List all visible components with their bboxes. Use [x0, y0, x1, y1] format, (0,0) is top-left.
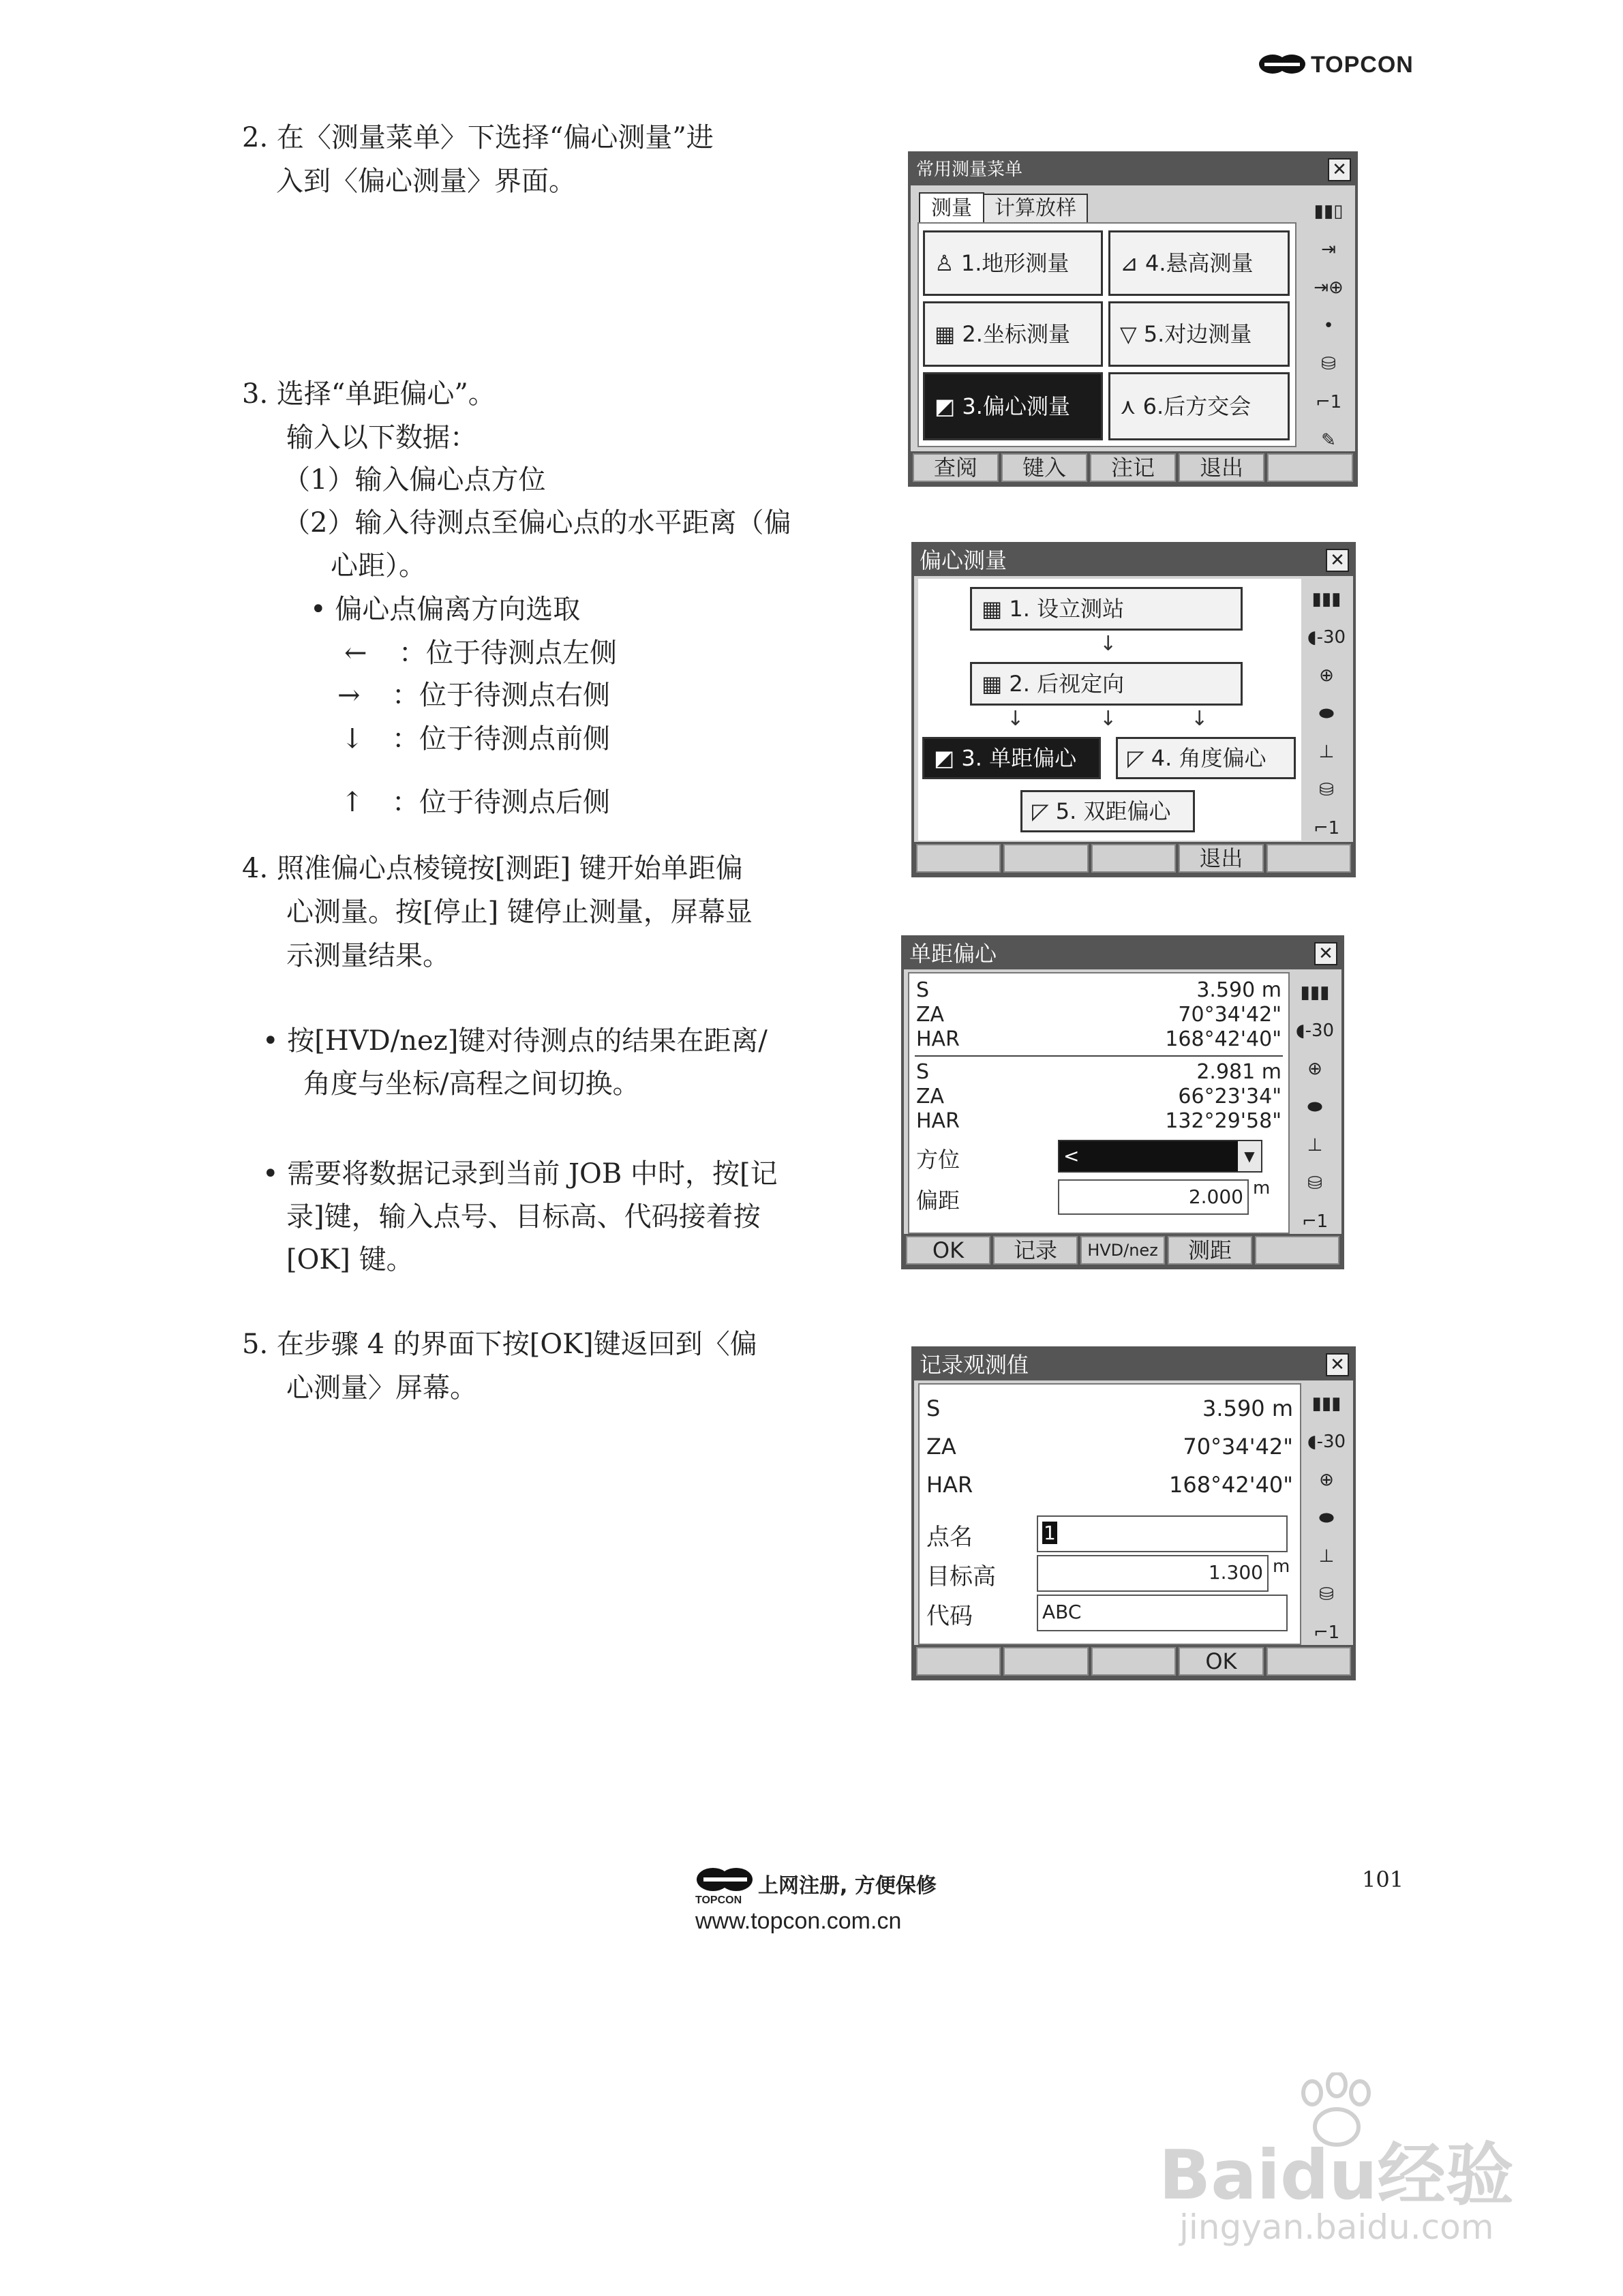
bullet2-line3: [OK] 键。	[286, 1244, 414, 1275]
offset-unit: m	[1253, 1178, 1271, 1198]
result-row: ZA 66°23'34"	[916, 1085, 1281, 1108]
dir-back-arrow: ↑	[341, 787, 364, 818]
input-mode-icon: ⌐1	[1301, 1211, 1329, 1232]
laser-icon: ⬬	[1318, 1508, 1335, 1528]
step4-line2: 心测量。按[停止] 键停止测量，屏幕显	[286, 896, 753, 928]
dot-icon: •	[1323, 316, 1334, 336]
record-observation-window	[911, 1346, 1356, 1680]
grid-icon: ▦	[982, 596, 1010, 622]
softkey-bar	[914, 842, 1353, 875]
softkey-view[interactable]: 查阅	[913, 453, 999, 482]
softkey-3[interactable]	[1091, 1647, 1176, 1676]
direction-value: <	[1063, 1145, 1080, 1167]
softkey-2[interactable]	[1003, 1647, 1088, 1676]
offset-icon: ◩	[935, 393, 962, 419]
battery-icon: ▮▮▮	[1311, 1393, 1341, 1414]
menu-mlm-button[interactable]: ▽ 5.对边测量	[1108, 301, 1290, 367]
offset-distance-input[interactable]: 2.000	[1058, 1179, 1249, 1215]
target-constant-icon: ◖-30	[1295, 1021, 1335, 1041]
softkey-bar	[914, 1645, 1353, 1678]
result-row: ZA 70°34'42"	[916, 1003, 1281, 1027]
record-pane	[918, 1383, 1301, 1645]
status-bar	[1305, 192, 1352, 459]
softkey-5[interactable]	[1266, 844, 1351, 873]
laser-icon: ⬬	[1318, 704, 1335, 724]
angle-offset-button[interactable]: ◸ 4. 角度偏心	[1116, 737, 1296, 779]
softkey-empty[interactable]	[1267, 453, 1353, 482]
header-logo	[1258, 48, 1414, 82]
record-row: ZA 70°34'42"	[926, 1434, 1293, 1460]
softkey-empty[interactable]	[1255, 1236, 1339, 1265]
softkey-bar	[904, 1234, 1341, 1267]
level-icon: ⊥	[1318, 742, 1335, 762]
result-row: HAR 132°29'58"	[916, 1109, 1281, 1133]
bullet2-line1: • 需要将数据记录到当前 JOB 中时，按[记	[262, 1158, 778, 1190]
level-icon: ⊥	[1307, 1135, 1323, 1155]
comm-icon: ⛁	[1319, 780, 1334, 800]
menu-pane	[917, 222, 1296, 447]
flow-arrow-icon: ↓	[1099, 632, 1117, 656]
step2-line1: 2. 在〈测量菜单〉下选择“偏心测量”进	[242, 122, 714, 153]
footer-logo	[695, 1864, 982, 1946]
watermark-url: jingyan.baidu.com	[1179, 2207, 1494, 2247]
step4-line3: 示测量结果。	[286, 940, 450, 971]
softkey-1[interactable]	[916, 1647, 1001, 1676]
direction-label: 方位	[916, 1147, 960, 1173]
header-brand: TOPCON	[1311, 52, 1414, 78]
step3-line3: （1）输入偏心点方位	[283, 464, 546, 496]
laser-icon: ⬬	[1307, 1097, 1323, 1117]
direction-bullet: • 偏心点偏离方向选取	[310, 594, 581, 625]
record-row: S 3.590 m	[926, 1395, 1293, 1421]
close-button[interactable]: ✕	[1326, 1353, 1349, 1376]
window-title: 记录观测值	[914, 1349, 1353, 1380]
flow-pane	[918, 579, 1301, 841]
close-button[interactable]: ✕	[1328, 158, 1351, 181]
comm-icon: ⛁	[1321, 354, 1336, 374]
code-label: 代码	[926, 1603, 973, 1630]
close-button[interactable]: ✕	[1326, 549, 1349, 572]
target-height-input[interactable]: 1.300	[1037, 1555, 1269, 1592]
dir-left-arrow: ←	[344, 637, 367, 669]
window-title: 偏心测量	[914, 545, 1353, 576]
topcon-logo-icon	[1258, 50, 1307, 78]
bullet1-line1: • 按[HVD/nez]键对待测点的结果在距离/	[262, 1025, 768, 1057]
input-mode-icon: ⌐1	[1313, 1622, 1340, 1643]
softkey-2[interactable]	[1003, 844, 1088, 873]
point-name-input[interactable]: 1	[1037, 1515, 1288, 1552]
setup-station-button[interactable]: ▦ 1. 设立测站	[970, 587, 1243, 631]
battery-icon: ▮▮▮	[1311, 589, 1341, 609]
record-row: HAR 168°42'40"	[926, 1472, 1293, 1498]
code-input[interactable]: ABC	[1037, 1595, 1288, 1631]
comm-icon: ⛁	[1307, 1173, 1322, 1194]
softkey-ok[interactable]: OK	[906, 1236, 990, 1265]
two-distance-offset-button[interactable]: ◸ 5. 双距偏心	[1020, 790, 1195, 832]
dir-right-text: ：位于待测点右侧	[392, 680, 610, 711]
divider	[915, 1055, 1283, 1057]
step3-line1: 3. 选择“单距偏心”。	[242, 378, 496, 410]
result-row: S 3.590 m	[916, 978, 1281, 1002]
page-number: 101	[1362, 1867, 1404, 1892]
footer-slogan: 上网注册, 方便保修	[758, 1874, 937, 1898]
step3-line5: 心距）。	[331, 550, 426, 581]
menu-resection-button[interactable]: ⋏ 6.后方交会	[1108, 372, 1290, 440]
comm-icon: ⛁	[1319, 1584, 1334, 1605]
topcon-logo-icon	[695, 1864, 757, 1894]
step5-line2: 心测量〉屏幕。	[286, 1372, 477, 1404]
menu-coord-button[interactable]: ▦ 2.坐标测量	[923, 301, 1103, 367]
softkey-bar	[911, 451, 1355, 484]
offset-icon: ◩	[934, 745, 962, 771]
tilt-icon: ⇥⊕	[1314, 277, 1344, 298]
backsight-button[interactable]: ▦ 2. 后视定向	[970, 662, 1243, 706]
grid-icon: ▦	[935, 321, 962, 347]
tab-calc-stakeout[interactable]: 计算放样	[983, 194, 1088, 224]
input-mode-icon: ⌐1	[1313, 818, 1340, 839]
dir-right-arrow: →	[337, 680, 361, 711]
target-constant-icon: ◖-30	[1307, 1432, 1346, 1452]
baidu-watermark	[1152, 2072, 1561, 2256]
status-bar	[1303, 580, 1350, 886]
target-constant-icon: ◖-30	[1307, 627, 1346, 648]
step5-line1: 5. 在步骤 4 的界面下按[OK]键返回到〈偏	[242, 1329, 757, 1360]
chevron-down-icon[interactable]: ▼	[1238, 1141, 1261, 1171]
rem-icon: ⊿	[1120, 250, 1145, 276]
step2-line2: 入到〈偏心测量〉界面。	[276, 166, 576, 197]
footer-brand: TOPCON	[695, 1894, 742, 1906]
menu-offset-button[interactable]: ◩ 3.偏心测量	[923, 372, 1103, 440]
dir-left-text: ：位于待测点左侧	[399, 637, 617, 669]
point-name-label: 点名	[926, 1524, 973, 1551]
battery-icon: ▮▮▯	[1314, 201, 1344, 222]
bullet1-line2: 角度与坐标/高程之间切换。	[303, 1068, 640, 1100]
watermark-brand: Baidu经验	[1159, 2135, 1514, 2215]
single-distance-offset-window	[901, 935, 1344, 1269]
target-icon: ⇥	[1321, 239, 1336, 260]
tilt-icon: ⊕	[1307, 1059, 1322, 1079]
single-distance-offset-button[interactable]: ◩ 3. 单距偏心	[922, 737, 1101, 779]
softkey-exit[interactable]: 退出	[1179, 453, 1264, 482]
offset-icon: ◸	[1032, 798, 1056, 824]
offset-icon: ◸	[1127, 745, 1151, 771]
mlm-icon: ▽	[1120, 321, 1144, 347]
target-height-unit: m	[1273, 1556, 1290, 1577]
flow-arrow-icon: ↓	[1191, 707, 1209, 731]
softkey-1[interactable]	[916, 844, 1001, 873]
footer-url[interactable]: www.topcon.com.cn	[695, 1908, 902, 1934]
offset-distance-label: 偏距	[916, 1188, 960, 1213]
softkey-record[interactable]: 记录	[993, 1236, 1078, 1265]
common-measure-menu-window	[908, 151, 1358, 487]
tilt-icon: ⊕	[1319, 665, 1334, 686]
softkey-input[interactable]: 键入	[1001, 453, 1087, 482]
softkey-5[interactable]	[1266, 1647, 1351, 1676]
flow-arrow-icon: ↓	[1099, 707, 1117, 731]
grid-icon: ▦	[982, 671, 1010, 697]
step3-line4: （2）输入待测点至偏心点的水平距离（偏	[283, 507, 791, 539]
pen-icon: ✎	[1321, 430, 1336, 451]
surveyor-icon: ♙	[935, 250, 961, 276]
result-row: HAR 168°42'40"	[916, 1027, 1281, 1051]
level-icon: ⊥	[1318, 1546, 1335, 1567]
dir-back-text: ：位于待测点后侧	[392, 787, 610, 818]
resection-icon: ⋏	[1120, 393, 1143, 419]
softkey-note[interactable]: 注记	[1090, 453, 1176, 482]
menu-rem-button[interactable]: ⊿ 4.悬高测量	[1108, 230, 1290, 296]
bullet2-line2: 录]键，输入点号、目标高、代码接着按	[286, 1201, 761, 1233]
tab-measure[interactable]: 测量	[919, 192, 984, 224]
direction-select[interactable]	[1058, 1140, 1262, 1173]
target-height-label: 目标高	[926, 1563, 996, 1590]
softkey-measure[interactable]: 测距	[1168, 1236, 1252, 1265]
dir-front-arrow: ↓	[341, 723, 364, 755]
status-bar	[1303, 1385, 1350, 1690]
result-row: S 2.981 m	[916, 1060, 1281, 1084]
step3-line2: 输入以下数据：	[286, 422, 477, 453]
status-bar	[1291, 973, 1339, 1279]
step4-line1: 4. 照准偏心点棱镜按[测距] 键开始单距偏	[242, 853, 743, 884]
window-title: 常用测量菜单	[911, 154, 1355, 185]
close-button[interactable]: ✕	[1314, 942, 1337, 965]
menu-topo-button[interactable]: ♙ 1.地形测量	[923, 230, 1103, 296]
softkey-ok[interactable]: OK	[1179, 1647, 1263, 1676]
input-mode-icon: ⌐1	[1315, 392, 1342, 412]
softkey-exit[interactable]: 退出	[1179, 844, 1263, 873]
softkey-hvd-nez[interactable]: HVD/nez	[1080, 1236, 1165, 1265]
offset-measure-window	[911, 542, 1356, 877]
flow-arrow-icon: ↓	[1007, 707, 1025, 731]
tilt-icon: ⊕	[1319, 1470, 1334, 1490]
window-title: 单距偏心	[904, 938, 1341, 969]
dir-front-text: ：位于待测点前侧	[392, 723, 610, 755]
battery-icon: ▮▮▮	[1300, 982, 1330, 1003]
softkey-3[interactable]	[1091, 844, 1176, 873]
results-pane	[908, 972, 1290, 1234]
